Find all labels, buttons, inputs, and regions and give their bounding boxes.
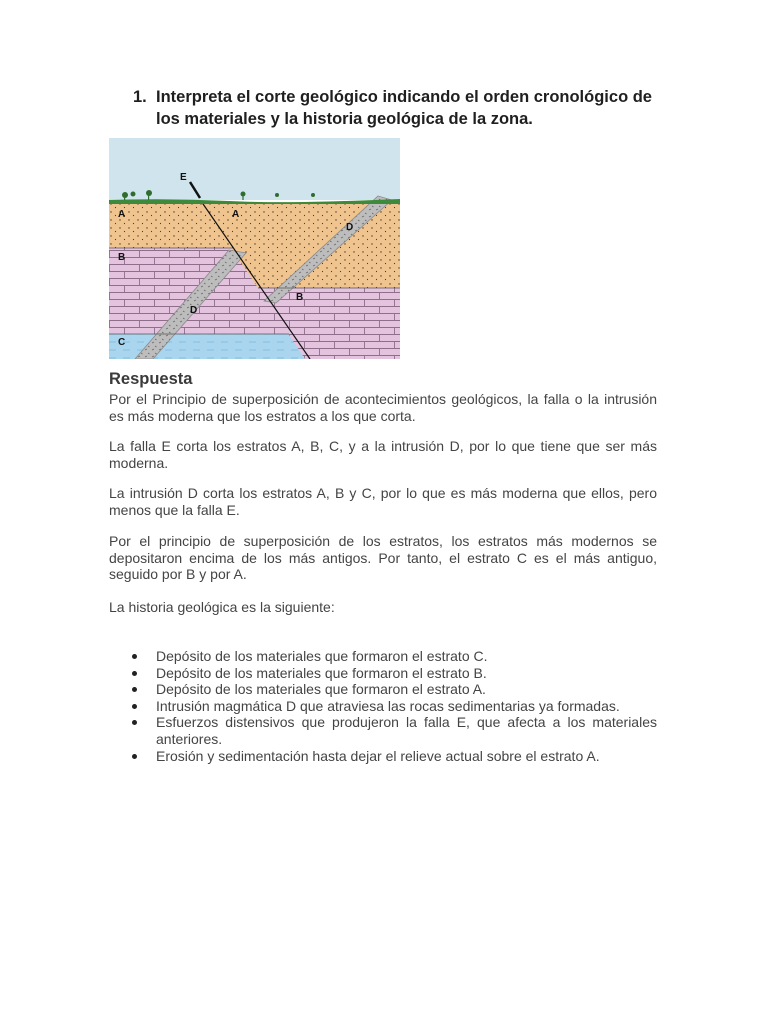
- paragraph-5: La historia geológica es la siguiente:: [109, 599, 335, 615]
- bullet-icon: [132, 704, 137, 709]
- label-a-right: A: [232, 209, 240, 220]
- list-item: Depósito de los materiales que formaron el estrato B.: [109, 665, 657, 682]
- bullet-icon: [132, 671, 137, 676]
- list-item: Esfuerzos distensivos que produjeron la falla E, que afecta a los materiales anteriores.: [109, 714, 657, 747]
- bullet-icon: [132, 754, 137, 759]
- label-c: C: [118, 337, 126, 348]
- geologic-cross-section: [109, 138, 400, 359]
- question-text: Interpreta el corte geológico indicando el orden cronológico de los materiales y la historia geológica de la zona.: [156, 88, 652, 128]
- bullet-icon: [132, 720, 137, 725]
- answer-heading: Respuesta: [109, 370, 193, 388]
- label-b-left: B: [118, 252, 126, 263]
- question-heading: [133, 86, 663, 130]
- label-d-lower: D: [190, 305, 198, 316]
- label-a-left: A: [118, 209, 126, 220]
- history-list: [109, 648, 657, 764]
- label-b-right: B: [296, 292, 304, 303]
- bullet-icon: [132, 654, 137, 659]
- paragraph-4: Por el principio de superposición de los estratos, los estratos más modernos se depositaron encima de los más antigos. Por tanto, el estrato C es el más antiguo, seguido por B y por A.: [109, 533, 657, 582]
- sky-area: [109, 138, 400, 200]
- list-item: Intrusión magmática D que atraviesa las rocas sedimentarias ya formadas.: [109, 698, 657, 715]
- list-item: Erosión y sedimentación hasta dejar el relieve actual sobre el estrato A.: [109, 748, 657, 765]
- paragraph-1: Por el Principio de superposición de acontecimientos geológicos, la falla o la intrusión es más moderna que los estratos a los que corta.: [109, 391, 657, 424]
- label-d-upper: D: [346, 222, 354, 233]
- list-item: Depósito de los materiales que formaron el estrato C.: [109, 648, 657, 665]
- question-number: 1.: [133, 88, 147, 106]
- bullet-icon: [132, 687, 137, 692]
- paragraph-2: La falla E corta los estratos A, B, C, y a la intrusión D, por lo que tiene que ser más moderna.: [109, 438, 657, 471]
- list-item: Depósito de los materiales que formaron el estrato A.: [109, 681, 657, 698]
- label-e: E: [180, 172, 187, 183]
- paragraph-3: La intrusión D corta los estratos A, B y C, por lo que es más moderna que ellos, pero menos que la falla E.: [109, 485, 657, 518]
